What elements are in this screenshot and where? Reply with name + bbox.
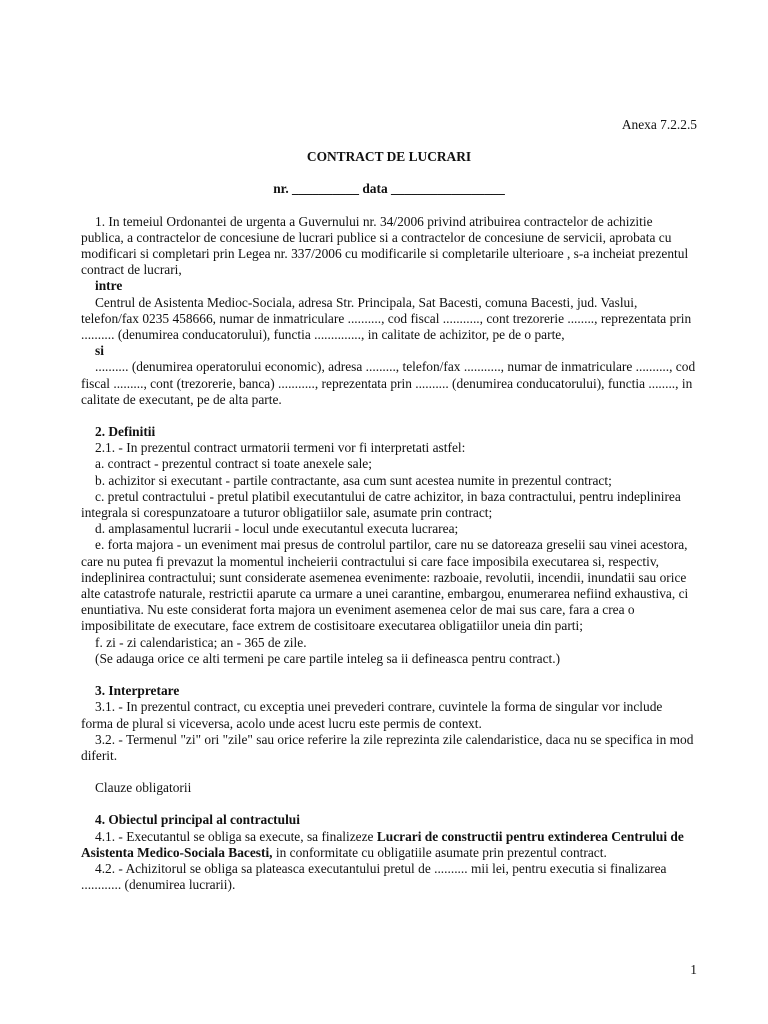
object-4-1-works: Lucrari de constructii pentru extinderea Centrului de Asistenta Medico-Sociala Bacesti, (81, 828, 684, 860)
document-body (81, 117, 697, 893)
definition-c: c. pretul contractului - pretul platibil executantului de catre achizitor, in baza contractului, pentru indeplinirea integrala si corespunzatoare a tuturor obligatiilor sale, asumate prin contract; (81, 488, 681, 521)
between-word: intre (95, 278, 123, 294)
party-buyer: Centrul de Asistenta Medioc-Sociala, adresa Str. Principala, Sat Bacesti, comuna Bacesti, jud. Vaslui, telefon/fax 0235 458666, numar de inmatriculare .........., cod fiscal ..........., cont trezorerie ........, reprezentata prin .......... (denumirea conducatorului), functia .............., in calitate de achizitor, pe de o parte, (81, 294, 692, 343)
section-2-heading (81, 424, 697, 440)
interpretation-3-1: 3.1. - In prezentul contract, cu exceptia unei prevederi contrare, cuvintele la forma de singular vor include forma de plural si viceversa, acolo unde acest lucru este permis de context. (81, 699, 663, 731)
object-4-2: 4.2. - Achizitorul se obliga sa plateasca executantului pretul de .......... mii lei, pentru executia si finalizarea ............ (denumirea lucrarii). (81, 860, 667, 893)
section-3-heading (81, 683, 697, 699)
definition-e: e. forta majora - un eveniment mai presus de controlul partilor, care nu se datoreaza greselii sau vinei acestora, care nu putea fi prevazut la momentul incheierii contractului si care face imposibila executarea si, respectiv, indeplinirea contractului; sunt considerate asemenea evenimente: razboaie, revolutii, incendii, inundatii sau orice alte catastrofe naturale, restrictii aparute ca urmare a unei carantine, embargou, enumerarea nefiind exhaustiva, ci enuntiativa. Nu este considerat forta majora un eveniment asemenea celor de mai sus care, fara a crea o imposibilitate de executare, face extrem de costisitoare executarea obligatiilor uneia din parti; (81, 537, 689, 634)
object-4-1-end: in conformitate cu obligatiile asumate prin prezentul contract. (272, 844, 607, 860)
definition-f: f. zi - zi calendaristica; an - 365 de zile. (95, 634, 307, 650)
object-4-1-intro: 4.1. - Executantul se obliga sa execute, sa finalizeze (95, 828, 377, 844)
between-label (81, 278, 697, 294)
section-3-heading-text: 3. Interpretare (95, 683, 180, 699)
definition-note: (Se adauga orice ce alti termeni pe care partile inteleg sa ii defineasca pentru contract.) (95, 650, 561, 666)
document-title: CONTRACT DE LUCRARI (306, 149, 472, 165)
intro-paragraph: 1. In temeiul Ordonantei de urgenta a Guvernului nr. 34/2006 privind atribuirea contractelor de achizitie publica, a contractelor de concesiune de lucrari publice si a contractelor de concesiune de servicii, aprobata cu modificari si completari prin Legea nr. 337/2006 cu modificarile si completarile ulterioare , s-a incheiat prezentul contract de lucrari, (81, 213, 689, 278)
mandatory-clauses-label: Clauze obligatorii (95, 780, 192, 796)
section-2-heading-text: 2. Definitii (95, 424, 156, 440)
section-4-heading-text: 4. Obiectul principal al contractului (95, 812, 300, 828)
section-4-heading (81, 812, 697, 828)
annex-label: Anexa 7.2.2.5 (621, 117, 697, 132)
object-4-1 (81, 829, 697, 861)
definition-a: a. contract - prezentul contract si toate anexele sale; (95, 456, 372, 472)
contract-number-line: nr. __________ data _________________ (273, 181, 505, 197)
interpretation-3-2: 3.2. - Termenul "zi" ori "zile" sau orice referire la zile reprezinta zile calendaristice, daca nu se specifica in mod diferit. (81, 731, 694, 763)
definition-b: b. achizitor si executant - partile contractante, asa cum sunt acestea numite in prezentul contract; (95, 472, 612, 488)
party-contractor: .......... (denumirea operatorului economic), adresa ........., telefon/fax ..........., numar de inmatriculare .........., cod fiscal ........., cont (trezorerie, banca) ..........., reprezentata prin .......... (denumirea conducatorului), functia ........, in calitate de executant, pe de alta parte. (81, 359, 696, 407)
and-word: si (95, 343, 104, 359)
definition-2-1: 2.1. - In prezentul contract urmatorii termeni vor fi interpretati astfel: (95, 440, 466, 456)
page-number: 1 (690, 962, 697, 977)
definition-d: d. amplasamentul lucrarii - locul unde executantul executa lucrarea; (95, 521, 459, 537)
and-label (81, 343, 697, 359)
